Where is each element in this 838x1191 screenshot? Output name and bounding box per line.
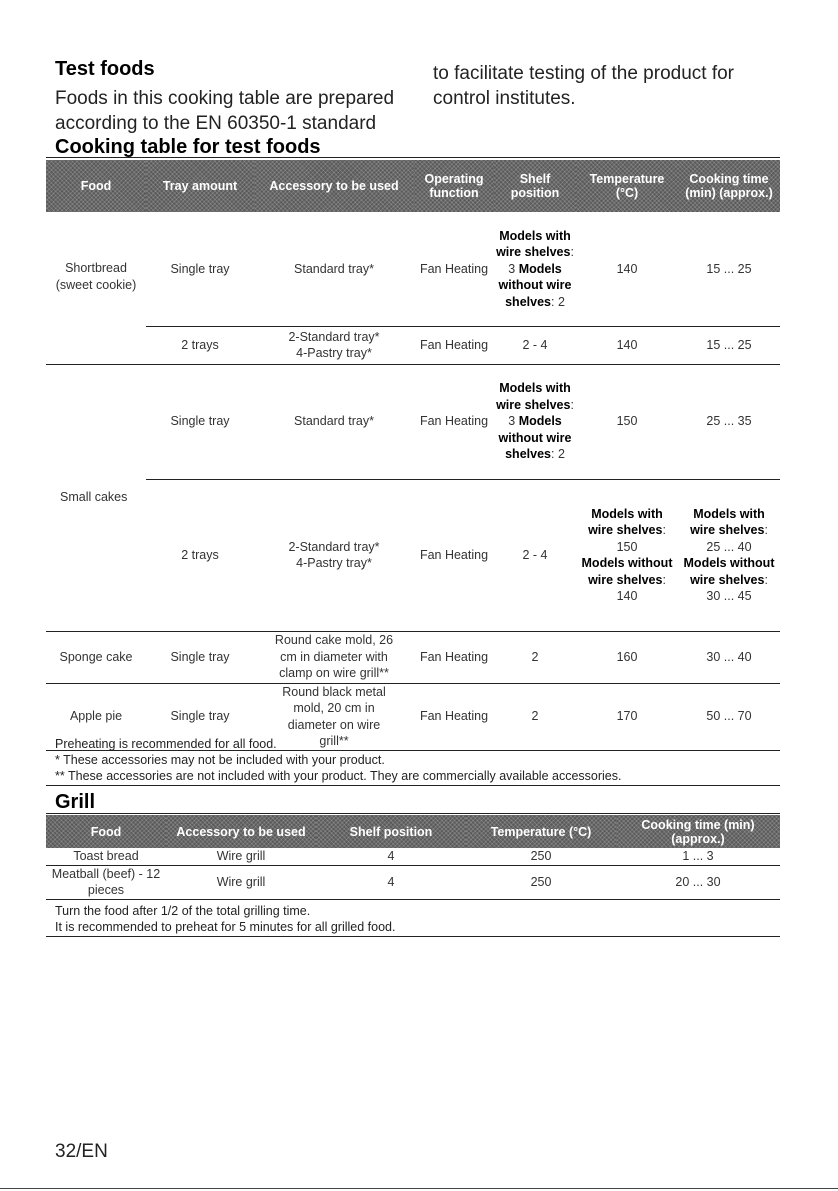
time-label: Models without wire shelves bbox=[683, 556, 775, 587]
accessory-line: 4-Pastry tray* bbox=[296, 556, 372, 570]
test-foods-intro: Foods in this cooking table are prepared according to the EN 60350-1 standard bbox=[55, 88, 395, 134]
shelf-cell: 2 - 4 bbox=[494, 326, 576, 364]
temperature-cell: 170 bbox=[576, 683, 678, 750]
temperature-cell: 140 bbox=[576, 212, 678, 326]
shelf-value: 3 bbox=[508, 261, 516, 276]
tray-cell: Single tray bbox=[146, 631, 254, 683]
shelf-value: 2 bbox=[557, 447, 565, 462]
test-foods-intro-continued: to facilitate testing of the product for control institutes. bbox=[433, 63, 735, 109]
header-cooking-time: Cooking time (min) (approx.) bbox=[616, 815, 780, 848]
accessory-cell: Wire grill bbox=[166, 848, 316, 865]
temperature-cell: 150 bbox=[576, 364, 678, 479]
time-cell: 50 ... 70 bbox=[678, 683, 780, 750]
food-cell: Shortbread (sweet cookie) bbox=[46, 212, 146, 364]
header-temperature: Temperature (°C) bbox=[466, 815, 616, 848]
note-preheating: Preheating is recommended for all food. bbox=[55, 737, 277, 751]
grill-table-header-row bbox=[46, 815, 780, 848]
accessory-cell bbox=[254, 326, 414, 364]
grill-heading-rule bbox=[46, 813, 780, 814]
note-accessories-may-not-be-included: * These accessories may not be included with your product. bbox=[55, 753, 385, 767]
header-shelf-position: Shelf position bbox=[316, 815, 466, 848]
time-value: 25 ... 40 bbox=[706, 539, 752, 554]
header-shelf-position: Shelf position bbox=[494, 160, 576, 212]
shelf-label: Models without wire shelves bbox=[498, 414, 572, 462]
table-row bbox=[46, 364, 780, 479]
temperature-cell: 140 bbox=[576, 326, 678, 364]
table-row bbox=[46, 631, 780, 683]
page-number: 32/EN bbox=[55, 1141, 108, 1162]
grill-heading: Grill bbox=[55, 791, 96, 813]
table-row bbox=[46, 865, 780, 899]
shelf-cell: 4 bbox=[316, 865, 466, 899]
grill-table bbox=[46, 815, 780, 900]
time-cell: 25 ... 35 bbox=[678, 364, 780, 479]
function-cell: Fan Heating bbox=[414, 683, 494, 750]
accessory-line: 2-Standard tray* bbox=[288, 539, 380, 554]
cooking-table-heading: Cooking table for test foods bbox=[55, 136, 321, 158]
tray-cell: Single tray bbox=[146, 212, 254, 326]
temperature-cell: 250 bbox=[466, 865, 616, 899]
shelf-cell: 2 bbox=[494, 631, 576, 683]
cooking-table-header-row bbox=[46, 160, 780, 212]
accessory-line: 2-Standard tray* bbox=[288, 329, 380, 344]
header-cooking-time: Cooking time (min) (approx.) bbox=[678, 160, 780, 212]
food-cell: Apple pie bbox=[46, 683, 146, 750]
tray-cell: Single tray bbox=[146, 364, 254, 479]
shelf-label: Models without wire shelves bbox=[498, 261, 572, 309]
grill-notes-rule bbox=[46, 936, 780, 937]
food-cell: Meatball (beef) - 12 pieces bbox=[46, 865, 166, 899]
header-food: Food bbox=[46, 160, 146, 212]
shelf-cell: Models with wire shelves: 3 Models without wire shelves: 2 bbox=[494, 212, 576, 326]
time-label: Models with wire shelves bbox=[690, 506, 765, 537]
food-cell: Sponge cake bbox=[46, 631, 146, 683]
header-accessory: Accessory to be used bbox=[166, 815, 316, 848]
shelf-cell: 2 - 4 bbox=[494, 479, 576, 631]
shelf-cell: Models with wire shelves: 3 Models without wire shelves: 2 bbox=[494, 364, 576, 479]
note-preheat-grill: It is recommended to preheat for 5 minutes for all grilled food. bbox=[55, 920, 396, 934]
note-accessories-not-included: ** These accessories are not included with your product. They are commercially available accessories. bbox=[55, 769, 622, 783]
tray-cell: 2 trays bbox=[146, 326, 254, 364]
temperature-cell: 160 bbox=[576, 631, 678, 683]
accessory-cell bbox=[254, 479, 414, 631]
function-cell: Fan Heating bbox=[414, 326, 494, 364]
food-cell: Small cakes bbox=[46, 364, 146, 631]
accessory-line: 4-Pastry tray* bbox=[296, 346, 372, 360]
note-turn-food: Turn the food after 1/2 of the total grilling time. bbox=[55, 904, 311, 918]
heading-rule bbox=[46, 157, 780, 158]
time-cell: Models with wire shelves: 25 ... 40 Models without wire shelves: 30 ... 45 bbox=[678, 479, 780, 631]
function-cell: Fan Heating bbox=[414, 364, 494, 479]
shelf-cell: 4 bbox=[316, 848, 466, 865]
time-value: 30 ... 45 bbox=[706, 589, 752, 603]
temperature-label: Models with wire shelves bbox=[588, 506, 663, 537]
time-cell: 30 ... 40 bbox=[678, 631, 780, 683]
function-cell: Fan Heating bbox=[414, 212, 494, 326]
temperature-label: Models without wire shelves bbox=[581, 556, 673, 587]
accessory-cell: Standard tray* bbox=[254, 364, 414, 479]
shelf-label: Models with wire shelves bbox=[496, 381, 571, 412]
temperature-value: 150 bbox=[616, 539, 638, 554]
function-cell: Fan Heating bbox=[414, 631, 494, 683]
accessory-cell: Round black metal mold, 20 cm in diameter on wire grill** bbox=[254, 683, 414, 750]
table-row bbox=[46, 848, 780, 865]
shelf-value: 2 bbox=[557, 294, 565, 309]
temperature-cell: 250 bbox=[466, 848, 616, 865]
header-operating-function: Operating function bbox=[414, 160, 494, 212]
food-cell: Toast bread bbox=[46, 848, 166, 865]
test-foods-heading: Test foods bbox=[55, 58, 155, 80]
accessory-cell: Round cake mold, 26 cm in diameter with clamp on wire grill** bbox=[254, 631, 414, 683]
table-row bbox=[46, 326, 780, 364]
header-food: Food bbox=[46, 815, 166, 848]
notes-rule bbox=[46, 785, 780, 786]
table-row bbox=[46, 212, 780, 326]
accessory-cell: Wire grill bbox=[166, 865, 316, 899]
shelf-cell: 2 bbox=[494, 683, 576, 750]
cooking-table bbox=[46, 160, 780, 751]
header-accessory: Accessory to be used bbox=[254, 160, 414, 212]
header-tray-amount: Tray amount bbox=[146, 160, 254, 212]
time-cell: 20 ... 30 bbox=[616, 865, 780, 899]
shelf-value: 3 bbox=[508, 414, 516, 429]
time-cell: 15 ... 25 bbox=[678, 326, 780, 364]
temperature-cell: Models with wire shelves: 150 Models without wire shelves: 140 bbox=[576, 479, 678, 631]
page-bottom-rule bbox=[0, 1188, 838, 1189]
tray-cell: Single tray bbox=[146, 683, 254, 750]
table-row bbox=[46, 479, 780, 631]
function-cell: Fan Heating bbox=[414, 479, 494, 631]
time-cell: 15 ... 25 bbox=[678, 212, 780, 326]
header-temperature: Temperature (°C) bbox=[576, 160, 678, 212]
tray-cell: 2 trays bbox=[146, 479, 254, 631]
shelf-label: Models with wire shelves bbox=[496, 228, 571, 259]
time-cell: 1 ... 3 bbox=[616, 848, 780, 865]
temperature-value: 140 bbox=[616, 589, 638, 603]
accessory-cell: Standard tray* bbox=[254, 212, 414, 326]
